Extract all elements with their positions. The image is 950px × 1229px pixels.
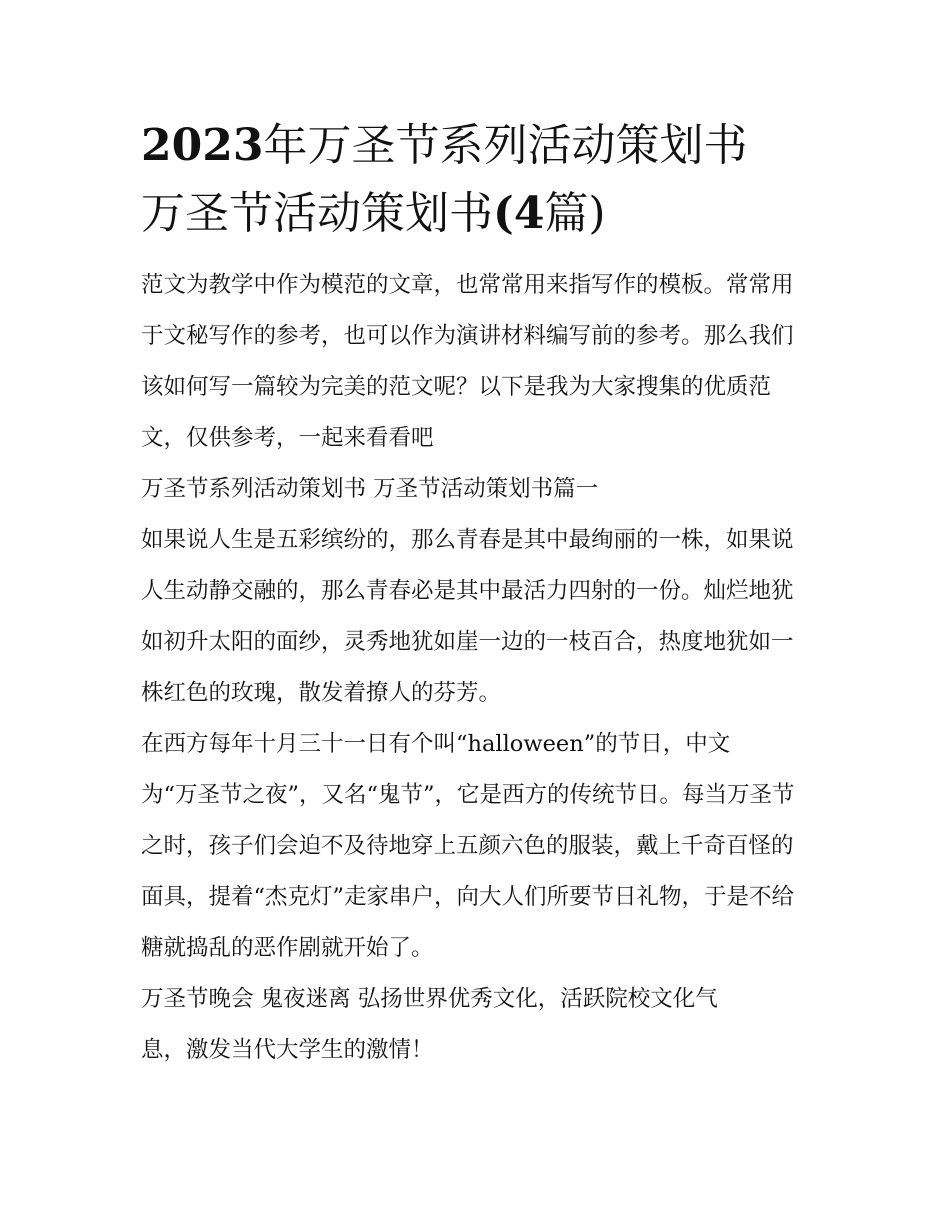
section-heading: 万圣节系列活动策划书 万圣节活动策划书篇一 (141, 476, 599, 502)
title-line-1-text: 年万圣节系列活动策划书 (263, 120, 748, 171)
document-content (141, 112, 813, 1076)
title-line-2 (141, 180, 813, 248)
title-count: (4 (493, 188, 545, 239)
document-title (141, 112, 813, 248)
title-line-1 (141, 112, 813, 180)
youth-paragraph: 如果说人生是五彩缤纷的，那么青春是其中最绚丽的一株，如果说人生动静交融的，那么青春必是其中最活力四射的一份。灿烂地犹如初升太阳的面纱，灵秀地犹如崖一边的一枝百合，热度地犹如一株红色的玫瑰，散发着撩人的芬芳。 (141, 527, 794, 706)
title-year: 2023 (141, 120, 264, 171)
halloween-paragraph: 为“万圣节之夜”，又名“鬼节”，它是西方的传统节日。每当万圣节之时，孩子们会迫不及待地穿上五颜六色的服装，戴上千奇百怪的面具，提着“杰克灯”走家串户，向大人们所要节日礼物，于是不给糖就捣乱的恶作剧就开始了。 (141, 782, 795, 961)
halloween-paragraph-line-1: 在西方每年十月三十一日有个叫“halloween”的节日，中文 (141, 731, 731, 757)
party-paragraph-line-1: 万圣节晚会 鬼夜迷离 弘扬世界优秀文化，活跃院校文化气 (141, 986, 718, 1012)
title-line-2-text: 万圣节活动策划书 (141, 188, 493, 239)
title-line-2-end: 篇) (544, 188, 606, 239)
party-paragraph-line-2: 息，激发当代大学生的激情！ (141, 1037, 434, 1063)
intro-paragraph: 范文为教学中作为模范的文章，也常常用来指写作的模板。常常用于文秘写作的参考，也可以作为演讲材料编写前的参考。那么我们该如何写一篇较为完美的范文呢？以下是我为大家搜集的优质范文，仅供参考，一起来看看吧 (141, 272, 794, 451)
